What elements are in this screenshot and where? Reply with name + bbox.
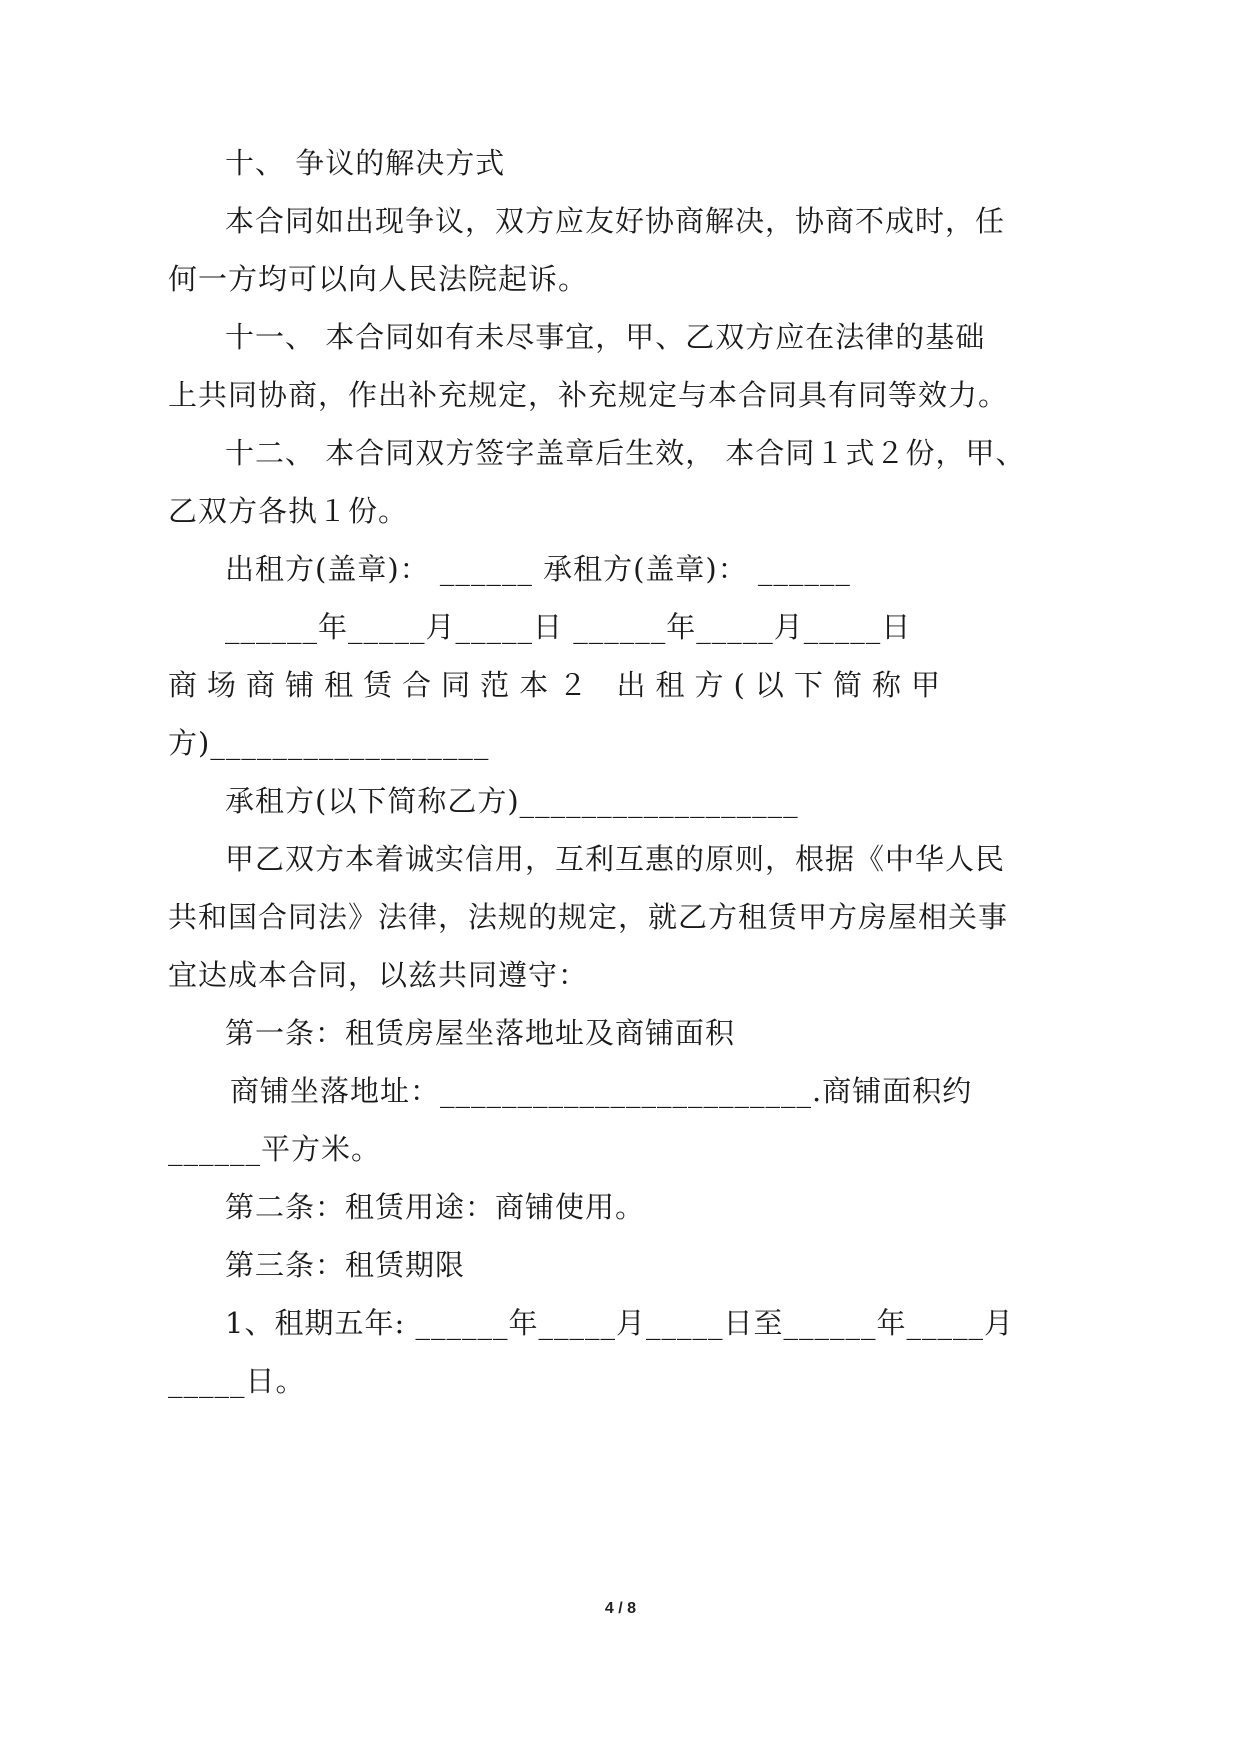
- article-1-heading: 第一条：租赁房屋坐落地址及商铺面积: [225, 1016, 736, 1050]
- article-3-term-line-2: _____日。: [168, 1364, 306, 1398]
- preamble-line-3: 宜达成本合同，以兹共同遵守：: [168, 958, 589, 992]
- lessor-line: 方)__________________: [168, 726, 490, 760]
- article-2-line: 第二条：租赁用途：商铺使用。: [225, 1190, 646, 1224]
- article-1-area-line: ______平方米。: [168, 1132, 382, 1166]
- section-12-text-line-1: 十二、 本合同双方签字盖章后生效， 本合同１式２份，甲、: [225, 436, 1026, 470]
- section-10-heading: 十、 争议的解决方式: [225, 146, 506, 180]
- preamble-line-2: 共和国合同法》法律，法规的规定，就乙方租赁甲方房屋相关事: [168, 900, 1009, 934]
- section-11-text-line-1: 十一、 本合同如有未尽事宜，甲、乙双方应在法律的基础: [225, 320, 986, 354]
- contract-title-line: 商场商铺租赁合同范本２ 出租方(以下简称甲: [168, 668, 941, 702]
- section-11-text-line-2: 上共同协商，作出补充规定，补充规定与本合同具有同等效力。: [168, 378, 1009, 412]
- article-3-heading: 第三条：租赁期限: [225, 1248, 466, 1282]
- section-10-text-line-1: 本合同如出现争议，双方应友好协商解决，协商不成时，任: [225, 204, 1006, 238]
- lessee-line: 承租方(以下简称乙方)__________________: [225, 784, 799, 818]
- signature-line: 出租方(盖章)： ______ 承租方(盖章)： ______: [225, 552, 851, 586]
- date-line: ______年_____月_____日 ______年_____月_____日: [225, 610, 912, 644]
- section-12-text-line-2: 乙双方各执１份。: [168, 494, 409, 528]
- article-3-term-line-1: 1、租期五年: ______年_____月_____日至______年_____月: [225, 1306, 1014, 1340]
- article-1-address-line: 商铺坐落地址：________________________.商铺面积约: [230, 1074, 973, 1108]
- page-number: 4 / 8: [604, 1600, 637, 1617]
- preamble-line-1: 甲乙双方本着诚实信用，互利互惠的原则，根据《中华人民: [225, 842, 1006, 876]
- section-10-text-line-2: 何一方均可以向人民法院起诉。: [168, 262, 589, 296]
